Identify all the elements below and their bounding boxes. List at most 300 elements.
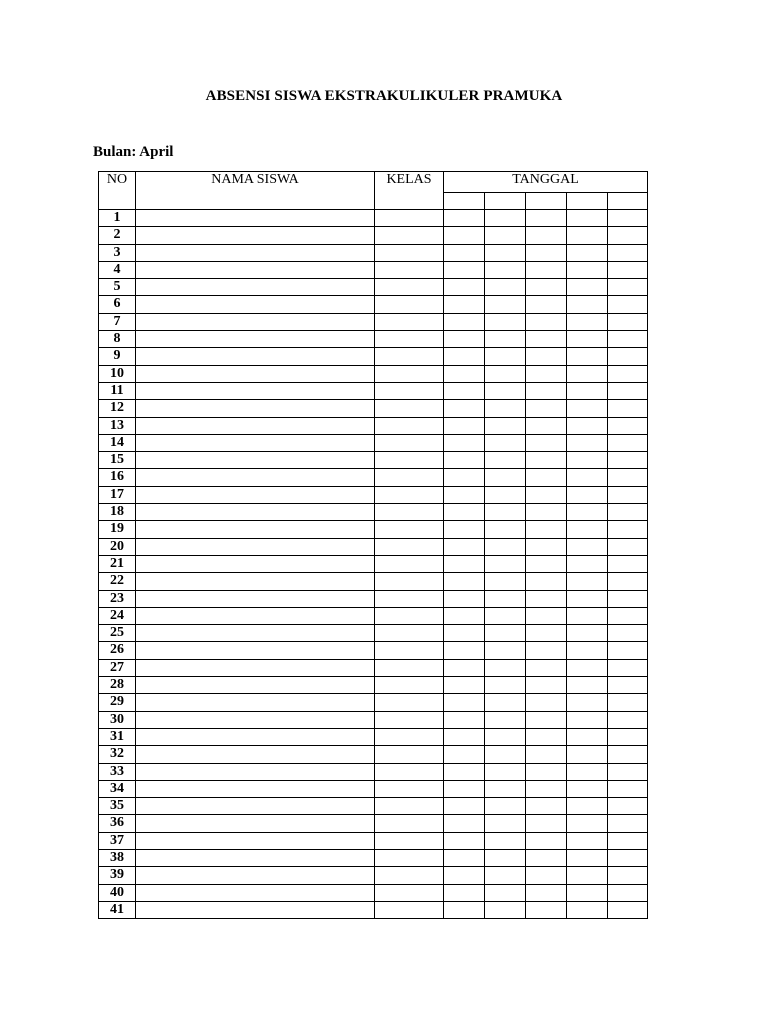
table-row	[99, 400, 648, 417]
date-cell	[608, 417, 648, 434]
row-number: 28	[110, 677, 124, 693]
date-cell	[485, 867, 526, 884]
date-cell	[608, 901, 648, 918]
row-number-cell	[99, 642, 136, 659]
date-cell	[608, 659, 648, 676]
date-cell	[608, 884, 648, 901]
date-cell	[526, 313, 567, 330]
row-number-cell	[99, 400, 136, 417]
table-row	[99, 279, 648, 296]
student-name-cell	[136, 694, 375, 711]
class-cell	[375, 469, 444, 486]
row-number-cell	[99, 296, 136, 313]
date-cell	[608, 798, 648, 815]
class-cell	[375, 849, 444, 866]
date-cell	[567, 227, 608, 244]
class-cell	[375, 763, 444, 780]
date-cell	[608, 244, 648, 261]
date-cell	[444, 711, 485, 728]
date-cell	[567, 313, 608, 330]
student-name-cell	[136, 244, 375, 261]
date-cell	[444, 469, 485, 486]
student-name-cell	[136, 210, 375, 227]
row-number-cell	[99, 555, 136, 572]
date-cell	[567, 261, 608, 278]
date-cell	[444, 521, 485, 538]
row-number-cell	[99, 849, 136, 866]
date-cell	[526, 434, 567, 451]
date-cell	[526, 607, 567, 624]
date-cell	[526, 867, 567, 884]
date-cell	[485, 417, 526, 434]
date-cell	[608, 625, 648, 642]
row-number: 1	[113, 210, 121, 225]
row-number-cell	[99, 867, 136, 884]
class-cell	[375, 884, 444, 901]
date-cell	[485, 746, 526, 763]
class-cell	[375, 434, 444, 451]
date-cell	[608, 348, 648, 365]
date-cell	[608, 832, 648, 849]
row-number: 38	[110, 849, 124, 865]
student-name-cell	[136, 815, 375, 832]
header-name	[136, 172, 375, 210]
row-number-cell	[99, 590, 136, 607]
row-number-cell	[99, 659, 136, 676]
date-cell	[567, 677, 608, 694]
date-cell	[485, 331, 526, 348]
table-row	[99, 642, 648, 659]
date-cell	[444, 780, 485, 797]
date-cell	[608, 279, 648, 296]
student-name-cell	[136, 434, 375, 451]
date-cell	[444, 296, 485, 313]
class-cell	[375, 642, 444, 659]
row-number: 24	[110, 607, 124, 623]
date-cell	[526, 573, 567, 590]
date-cell	[485, 884, 526, 901]
date-cell	[444, 313, 485, 330]
date-cell	[567, 815, 608, 832]
date-cell	[444, 331, 485, 348]
date-cell	[526, 642, 567, 659]
student-name-cell	[136, 590, 375, 607]
class-cell	[375, 486, 444, 503]
row-number: 7	[113, 313, 121, 329]
row-number-cell	[99, 244, 136, 261]
date-cell	[526, 538, 567, 555]
date-cell	[444, 261, 485, 278]
date-cell	[485, 279, 526, 296]
student-name-cell	[136, 659, 375, 676]
student-name-cell	[136, 261, 375, 278]
student-name-cell	[136, 227, 375, 244]
date-cell	[567, 434, 608, 451]
table-row	[99, 538, 648, 555]
date-cell	[485, 694, 526, 711]
date-cell	[526, 469, 567, 486]
table-row	[99, 884, 648, 901]
date-cell	[485, 227, 526, 244]
date-cell	[526, 694, 567, 711]
class-cell	[375, 746, 444, 763]
row-number: 9	[113, 348, 121, 364]
date-cell	[444, 348, 485, 365]
date-cell	[444, 590, 485, 607]
row-number: 41	[110, 901, 124, 917]
date-cell	[526, 348, 567, 365]
row-number-cell	[99, 815, 136, 832]
row-number-cell	[99, 504, 136, 521]
date-cell	[567, 486, 608, 503]
date-cell	[485, 711, 526, 728]
table-row	[99, 798, 648, 815]
date-cell	[485, 815, 526, 832]
date-cell	[485, 832, 526, 849]
date-cell	[567, 348, 608, 365]
date-cell	[485, 504, 526, 521]
date-cell	[567, 244, 608, 261]
row-number-cell	[99, 331, 136, 348]
row-number-cell	[99, 469, 136, 486]
table-row	[99, 313, 648, 330]
row-number: 40	[110, 884, 124, 900]
date-cell	[526, 884, 567, 901]
student-name-cell	[136, 780, 375, 797]
date-subheader-cell	[444, 193, 485, 210]
date-cell	[567, 573, 608, 590]
class-cell	[375, 210, 444, 227]
date-cell	[567, 210, 608, 227]
date-cell	[526, 677, 567, 694]
table-row	[99, 711, 648, 728]
date-cell	[608, 642, 648, 659]
date-cell	[485, 573, 526, 590]
student-name-cell	[136, 798, 375, 815]
student-name-cell	[136, 486, 375, 503]
date-cell	[567, 296, 608, 313]
date-cell	[526, 832, 567, 849]
date-cell	[444, 867, 485, 884]
student-name-cell	[136, 607, 375, 624]
table-row	[99, 521, 648, 538]
date-cell	[485, 313, 526, 330]
date-cell	[444, 400, 485, 417]
date-cell	[526, 590, 567, 607]
date-cell	[608, 573, 648, 590]
table-row	[99, 780, 648, 797]
row-number-cell	[99, 901, 136, 918]
date-cell	[526, 763, 567, 780]
date-cell	[567, 607, 608, 624]
row-number: 23	[110, 590, 124, 606]
row-number: 21	[110, 555, 124, 571]
class-cell	[375, 296, 444, 313]
date-cell	[444, 659, 485, 676]
date-cell	[608, 677, 648, 694]
table-row	[99, 607, 648, 624]
date-cell	[526, 365, 567, 382]
row-number-cell	[99, 382, 136, 399]
table-row	[99, 469, 648, 486]
class-cell	[375, 417, 444, 434]
date-cell	[567, 452, 608, 469]
row-number: 20	[110, 538, 124, 554]
date-cell	[444, 884, 485, 901]
date-cell	[608, 296, 648, 313]
row-number-cell	[99, 279, 136, 296]
date-cell	[485, 625, 526, 642]
student-name-cell	[136, 832, 375, 849]
table-row	[99, 365, 648, 382]
student-name-cell	[136, 365, 375, 382]
date-cell	[444, 434, 485, 451]
date-cell	[526, 711, 567, 728]
row-number-cell	[99, 538, 136, 555]
date-cell	[485, 210, 526, 227]
date-cell	[567, 469, 608, 486]
row-number-cell	[99, 625, 136, 642]
date-cell	[485, 244, 526, 261]
table-row	[99, 504, 648, 521]
date-cell	[485, 521, 526, 538]
table-row	[99, 452, 648, 469]
student-name-cell	[136, 746, 375, 763]
row-number: 4	[113, 261, 121, 277]
date-cell	[567, 728, 608, 745]
class-cell	[375, 677, 444, 694]
date-cell	[567, 798, 608, 815]
date-cell	[608, 261, 648, 278]
table-row	[99, 486, 648, 503]
student-name-cell	[136, 452, 375, 469]
class-cell	[375, 331, 444, 348]
date-cell	[485, 642, 526, 659]
row-number-cell	[99, 711, 136, 728]
date-cell	[608, 434, 648, 451]
date-cell	[526, 261, 567, 278]
row-number: 6	[113, 296, 121, 312]
row-number: 36	[110, 815, 124, 831]
class-cell	[375, 607, 444, 624]
date-cell	[485, 555, 526, 572]
date-cell	[444, 728, 485, 745]
student-name-cell	[136, 296, 375, 313]
date-cell	[444, 901, 485, 918]
student-name-cell	[136, 538, 375, 555]
date-cell	[526, 521, 567, 538]
table-row	[99, 677, 648, 694]
table-row	[99, 625, 648, 642]
table-row	[99, 434, 648, 451]
date-cell	[567, 538, 608, 555]
row-number-cell	[99, 694, 136, 711]
table-header-row	[99, 172, 648, 193]
date-cell	[567, 400, 608, 417]
row-number: 10	[110, 365, 124, 381]
date-subheader-cell	[526, 193, 567, 210]
date-cell	[567, 867, 608, 884]
date-cell	[608, 210, 648, 227]
row-number: 34	[110, 780, 124, 796]
date-cell	[444, 677, 485, 694]
row-number: 32	[110, 746, 124, 762]
class-cell	[375, 901, 444, 918]
student-name-cell	[136, 677, 375, 694]
row-number: 25	[110, 625, 124, 641]
row-number: 33	[110, 763, 124, 779]
date-cell	[444, 642, 485, 659]
student-name-cell	[136, 728, 375, 745]
date-cell	[608, 746, 648, 763]
class-cell	[375, 244, 444, 261]
date-cell	[608, 711, 648, 728]
row-number: 11	[110, 382, 124, 398]
date-cell	[567, 521, 608, 538]
date-cell	[608, 382, 648, 399]
class-cell	[375, 625, 444, 642]
row-number: 5	[113, 279, 121, 295]
date-cell	[608, 452, 648, 469]
table-row	[99, 694, 648, 711]
page-title: ABSENSI SISWA EKSTRAKULIKULER PRAMUKA	[205, 88, 563, 104]
date-cell	[444, 382, 485, 399]
class-cell	[375, 555, 444, 572]
date-cell	[526, 227, 567, 244]
date-cell	[444, 417, 485, 434]
date-cell	[444, 538, 485, 555]
table-row	[99, 261, 648, 278]
date-cell	[485, 728, 526, 745]
date-cell	[444, 763, 485, 780]
row-number-cell	[99, 728, 136, 745]
row-number-cell	[99, 434, 136, 451]
student-name-cell	[136, 521, 375, 538]
row-number: 16	[110, 469, 124, 485]
date-cell	[567, 625, 608, 642]
row-number-cell	[99, 763, 136, 780]
row-number-cell	[99, 607, 136, 624]
date-cell	[567, 590, 608, 607]
class-cell	[375, 711, 444, 728]
date-cell	[608, 400, 648, 417]
student-name-cell	[136, 884, 375, 901]
class-cell	[375, 798, 444, 815]
date-cell	[567, 832, 608, 849]
table-row	[99, 746, 648, 763]
student-name-cell	[136, 867, 375, 884]
date-cell	[526, 382, 567, 399]
date-cell	[608, 763, 648, 780]
class-cell	[375, 573, 444, 590]
student-name-cell	[136, 849, 375, 866]
date-cell	[485, 434, 526, 451]
month-label: Bulan: April	[93, 144, 174, 160]
row-number: 26	[110, 642, 124, 658]
date-cell	[608, 849, 648, 866]
table-row	[99, 573, 648, 590]
class-cell	[375, 590, 444, 607]
class-cell	[375, 382, 444, 399]
student-name-cell	[136, 555, 375, 572]
date-cell	[444, 486, 485, 503]
class-cell	[375, 227, 444, 244]
date-cell	[485, 469, 526, 486]
date-cell	[526, 417, 567, 434]
date-cell	[567, 694, 608, 711]
date-cell	[608, 815, 648, 832]
header-date	[444, 172, 648, 193]
class-cell	[375, 313, 444, 330]
date-cell	[485, 901, 526, 918]
table-row	[99, 849, 648, 866]
table-row	[99, 867, 648, 884]
row-number-cell	[99, 677, 136, 694]
student-name-cell	[136, 711, 375, 728]
student-name-cell	[136, 504, 375, 521]
table-row	[99, 728, 648, 745]
date-cell	[567, 711, 608, 728]
row-number-cell	[99, 780, 136, 797]
row-number-cell	[99, 261, 136, 278]
table-row	[99, 348, 648, 365]
date-cell	[526, 244, 567, 261]
row-number: 14	[110, 434, 124, 450]
attendance-table	[98, 171, 648, 919]
class-cell	[375, 452, 444, 469]
date-cell	[485, 486, 526, 503]
date-cell	[444, 244, 485, 261]
row-number: 19	[110, 521, 124, 537]
date-cell	[608, 538, 648, 555]
date-cell	[567, 555, 608, 572]
date-cell	[567, 659, 608, 676]
row-number: 17	[110, 486, 124, 502]
row-number-cell	[99, 746, 136, 763]
date-cell	[444, 625, 485, 642]
student-name-cell	[136, 763, 375, 780]
date-cell	[608, 331, 648, 348]
date-cell	[485, 348, 526, 365]
row-number: 3	[113, 244, 121, 260]
student-name-cell	[136, 469, 375, 486]
row-number: 27	[110, 659, 124, 675]
date-cell	[608, 694, 648, 711]
student-name-cell	[136, 901, 375, 918]
table-row	[99, 227, 648, 244]
row-number-cell	[99, 365, 136, 382]
date-cell	[444, 555, 485, 572]
row-number: 8	[113, 331, 121, 347]
student-name-cell	[136, 400, 375, 417]
header-name-label: NAMA SISWA	[211, 172, 299, 187]
date-cell	[526, 659, 567, 676]
class-cell	[375, 504, 444, 521]
date-subheader-cell	[608, 193, 648, 210]
date-cell	[526, 296, 567, 313]
date-cell	[567, 504, 608, 521]
date-cell	[608, 469, 648, 486]
date-cell	[485, 538, 526, 555]
student-name-cell	[136, 348, 375, 365]
date-cell	[444, 452, 485, 469]
table-row	[99, 590, 648, 607]
date-cell	[567, 884, 608, 901]
student-name-cell	[136, 313, 375, 330]
class-cell	[375, 659, 444, 676]
date-cell	[526, 728, 567, 745]
date-cell	[567, 780, 608, 797]
